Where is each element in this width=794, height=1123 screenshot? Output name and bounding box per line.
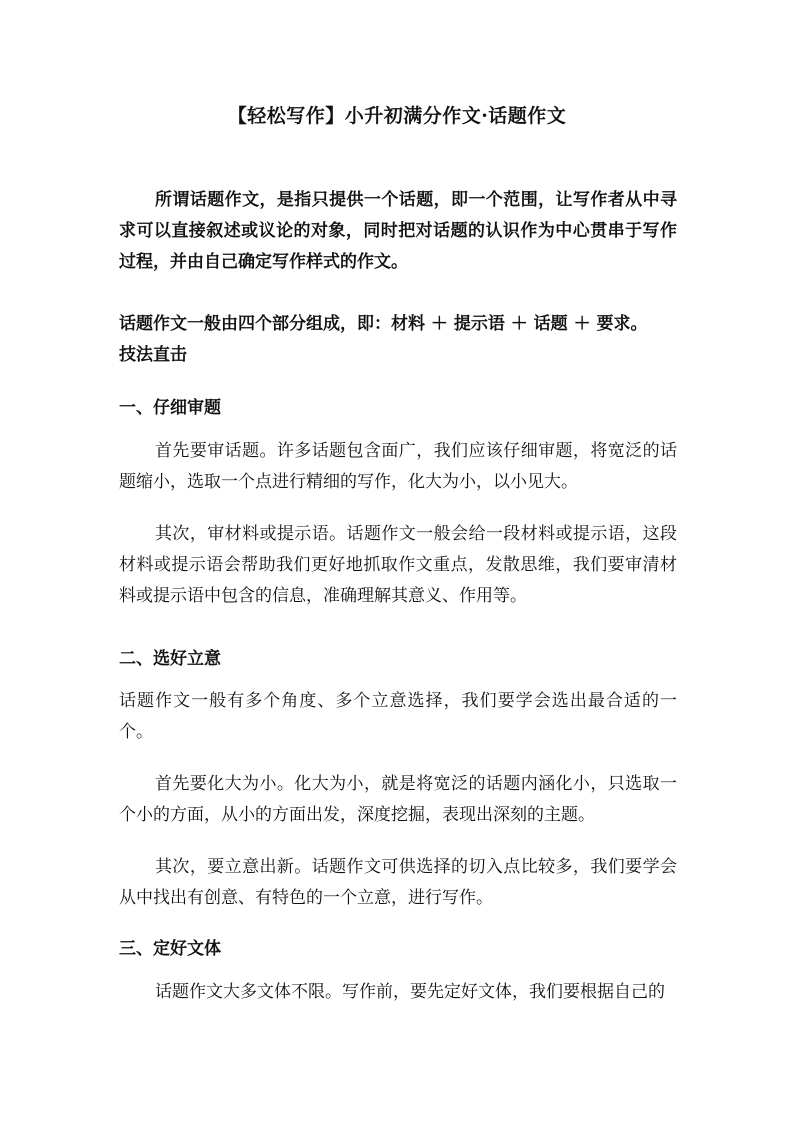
- intro-paragraph: 所谓话题作文，是指只提供一个话题，即一个范围，让写作者从中寻求可以直接叙述或议论的对象，同时把对话题的认识作为中心贯串于写作过程，并由自己确定写作样式的作文。: [119, 190, 677, 272]
- section1-heading: 一、仔细审题: [119, 398, 221, 418]
- document-title: 【轻松写作】小升初满分作文·话题作文: [227, 105, 567, 127]
- section2-heading: 二、选好立意: [119, 649, 221, 669]
- section3-heading: 三、定好文体: [119, 939, 221, 959]
- section2-paragraph-1: 首先要化大为小。化大为小，就是将宽泛的话题内涵化小，只选取一个小的方面，从小的方面出发，深度挖掘，表现出深刻的主题。: [119, 774, 677, 825]
- section1-paragraph-2: 其次，审材料或提示语。话题作文一般会给一段材料或提示语，这段材料或提示语会帮助我们更好地抓取作文重点，发散思维，我们要审清材料或提示语中包含的信息，准确理解其意义、作用等。: [119, 524, 677, 606]
- section3-paragraph-1: 话题作文大多文体不限。写作前，要先定好文体，我们要根据自己的: [155, 982, 665, 1002]
- section2-paragraph-2: 其次，要立意出新。话题作文可供选择的切入点比较多，我们要学会从中找出有创意、有特色的一个立意，进行写作。: [119, 857, 677, 908]
- techniques-label: 技法直击: [119, 345, 187, 365]
- section1-paragraph-1: 首先要审话题。许多话题包含面广，我们应该仔细审题，将宽泛的话题缩小，选取一个点进行精细的写作，化大为小，以小见大。: [119, 441, 677, 492]
- composition-paragraph: 话题作文一般由四个部分组成，即：材料 ＋ 提示语 ＋ 话题 ＋ 要求。: [119, 314, 648, 334]
- section2-paragraph-0: 话题作文一般有多个角度、多个立意选择，我们要学会选出最合适的一个。: [119, 691, 677, 742]
